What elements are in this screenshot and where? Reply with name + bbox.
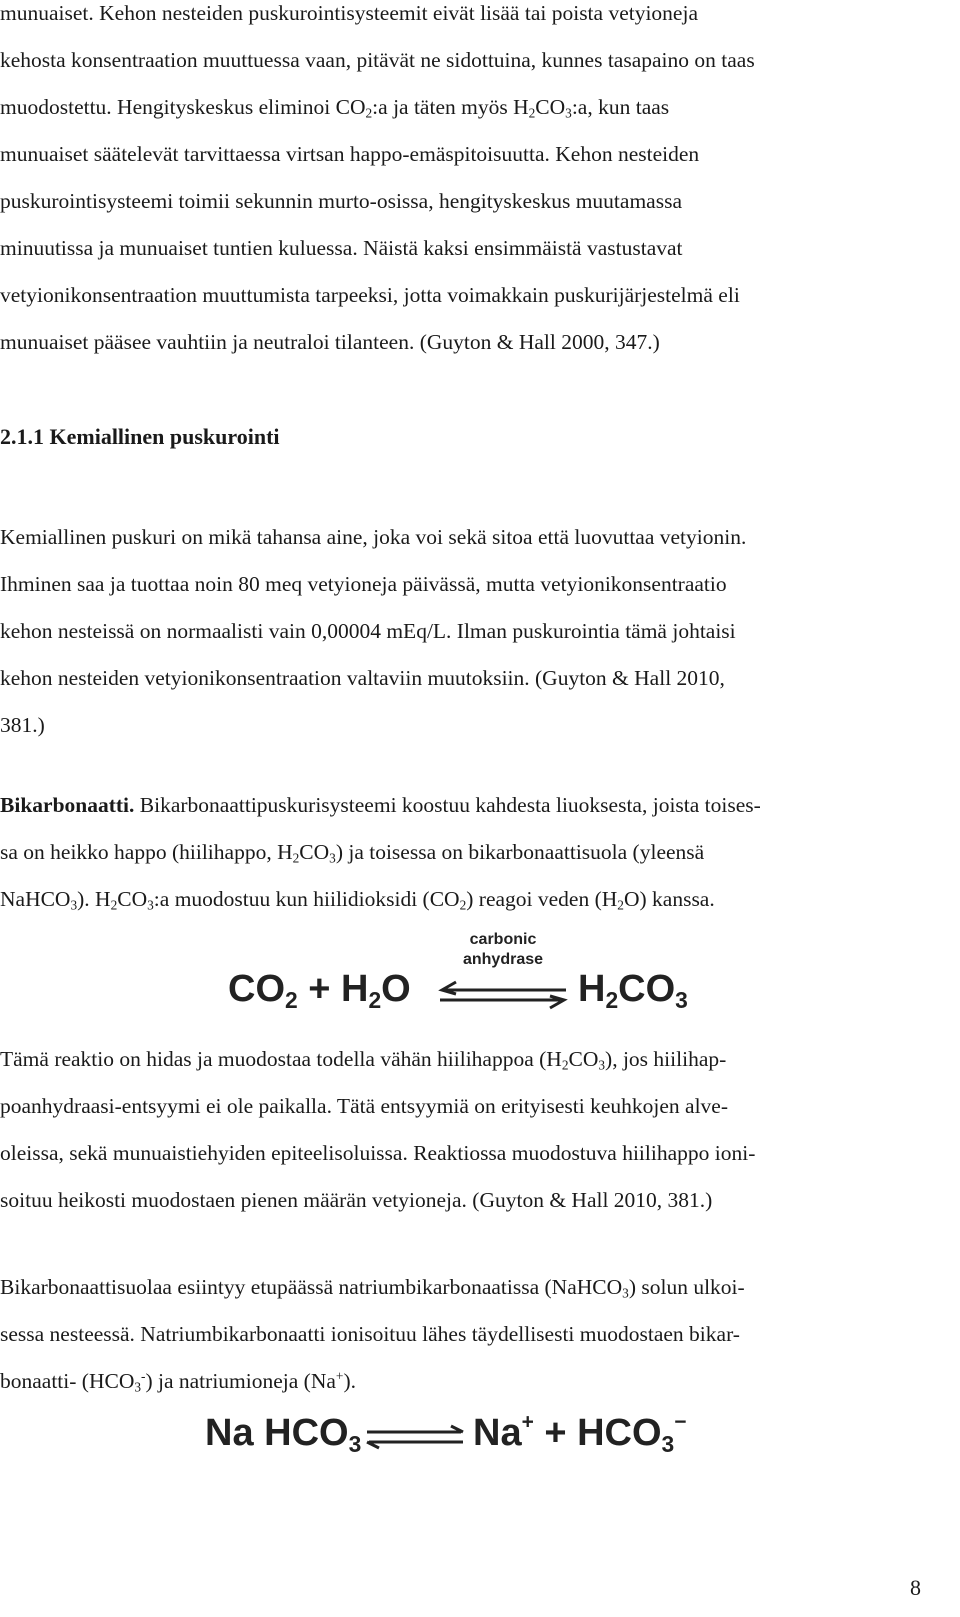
text-line: oleissa, sekä munuaistiehyiden epiteelisoluissa. Reaktiossa muodostuva hiilihappo ioni- bbox=[0, 1141, 756, 1165]
equation-carbonic-anhydrase bbox=[228, 930, 698, 1025]
text-line: soituu heikosti muodostaen pienen määrän vetyioneja. (Guyton & Hall 2010, 381.) bbox=[0, 1188, 713, 1212]
text-line: Bikarbonaatti. Bikarbonaattipuskurisysteemi koostuu kahdesta liuoksesta, joista toises- bbox=[0, 793, 761, 817]
text-line: Bikarbonaattisuolaa esiintyy etupäässä natriumbikarbonaatissa (NaHCO$_3$) solun ulkoi- bbox=[0, 1275, 745, 1301]
text-line: kehon nesteissä on normaalisti vain 0,00004 mEq/L. Ilman puskurointia tämä johtaisi bbox=[0, 619, 736, 643]
text-line: puskurointisysteemi toimii sekunnin murto-osissa, hengityskeskus muutamassa bbox=[0, 189, 682, 213]
equilibrium-arrow-icon bbox=[365, 1422, 465, 1452]
text-line: munuaiset pääsee vauhtiin ja neutraloi tilanteen. (Guyton & Hall 2000, 347.) bbox=[0, 330, 660, 354]
paragraph-bicarbonate-salt bbox=[0, 1264, 928, 1405]
text-line: Tämä reaktio on hidas ja muodostaa todella vähän hiilihappoa $(H_2CO_3)$, jos hiilihap- bbox=[0, 1047, 727, 1073]
enzyme-label: carbonic anhydrase bbox=[462, 931, 544, 968]
paragraph-reaction-speed bbox=[0, 1036, 928, 1224]
text-line: kehon nesteiden vetyionikonsentraation valtaviin muutoksiin. (Guyton & Hall 2010, bbox=[0, 666, 725, 690]
text-line: muodostettu. Hengityskeskus eliminoi $CO_2:a$ ja täten myös $H_2CO_3:a$, kun taas bbox=[0, 95, 670, 121]
paragraph-bicarbonate bbox=[0, 782, 928, 923]
text-line: poanhydraasi-entsyymi ei ole paikalla. Tätä entsyymiä on erityisesti keuhkojen alve- bbox=[0, 1094, 728, 1118]
text-line: Ihminen saa ja tuottaa noin 80 meq vetyioneja päivässä, mutta vetyionikonsentraatio bbox=[0, 572, 727, 596]
text-line: kehosta konsentraation muuttuessa vaan, pitävät ne sidottuina, kunnes tasapaino on taas bbox=[0, 48, 755, 72]
text-line: vetyionikonsentraation muuttumista tarpeeksi, jotta voimakkain puskurijärjestelmä eli bbox=[0, 283, 740, 307]
text-line: sa on heikko happo (hiilihappo, $H_2CO_3$) ja toisessa on bikarbonaattisuola (yleensä bbox=[0, 840, 705, 866]
equation-reactants: $CO_2 + H_2O$ bbox=[228, 968, 411, 1013]
paragraph-buffer-systems bbox=[0, 0, 928, 366]
section-heading: 2.1.1 Kemiallinen puskurointi bbox=[0, 424, 280, 449]
bold-lead: Bikarbonaatti. bbox=[0, 793, 135, 817]
equation-products: $Na^+ + HCO_3^-$ bbox=[473, 1410, 687, 1457]
text-line: NaHCO$_3$). $H_2CO_3:a$ muodostuu kun hiilidioksidi $(CO_2)$ reagoi veden $(H_2O)$ kanssa. bbox=[0, 887, 715, 913]
equilibrium-arrow-icon bbox=[438, 980, 568, 1010]
text-line: munuaiset säätelevät tarvittaessa virtsan happo-emäspitoisuutta. Kehon nesteiden bbox=[0, 142, 700, 166]
text-line: sessa nesteessä. Natriumbikarbonaatti ionisoituu lähes täydellisesti muodostaen bikar- bbox=[0, 1322, 740, 1346]
paragraph-chemical-buffer bbox=[0, 514, 928, 749]
text-line: 381.) bbox=[0, 713, 45, 737]
text-line: Kemiallinen puskuri on mikä tahansa aine, joka voi sekä sitoa että luovuttaa vetyionin. bbox=[0, 525, 747, 549]
equation-product: $H_2CO_3$ bbox=[578, 968, 688, 1013]
equation-reactant: Na $HCO_3$ bbox=[205, 1412, 362, 1457]
page-number: 8 bbox=[910, 1575, 921, 1600]
text-line: bonaatti- $(HCO_3^-)$ ja natriumioneja (Na+). bbox=[0, 1368, 356, 1395]
text-line: minuutissa ja munuaiset tuntien kuluessa. Näistä kaksi ensimmäistä vastustavat bbox=[0, 236, 683, 260]
equation-sodium-bicarbonate bbox=[205, 1408, 745, 1468]
text-line: munuaiset. Kehon nesteiden puskurointisysteemit eivät lisää tai poista vetyioneja bbox=[0, 1, 698, 25]
